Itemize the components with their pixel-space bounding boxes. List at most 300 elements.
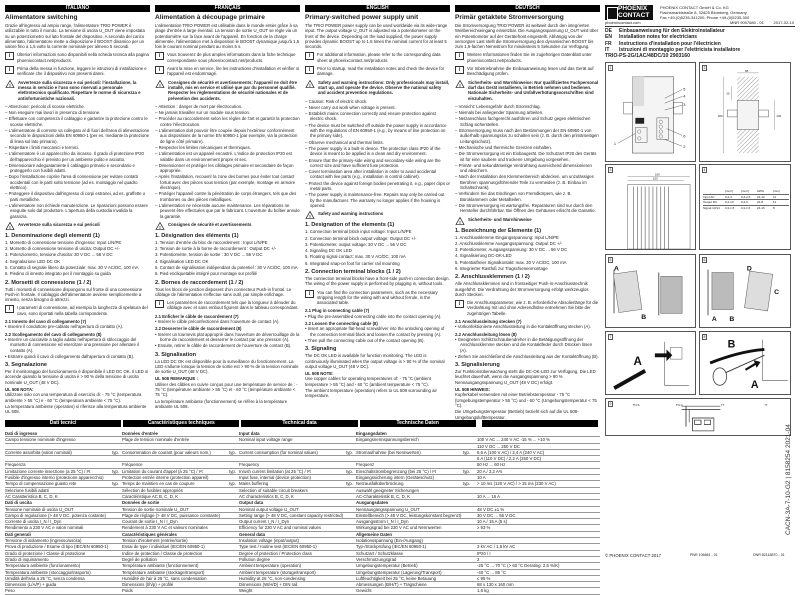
conn-row: [703, 199, 789, 205]
value-cell: [477, 488, 594, 493]
lang-code: IT: [605, 47, 610, 54]
list-item: 3. Potenziometro, tensione d'uscita: 30 V DC ... 56 V DC: [5, 252, 113, 258]
list-item: – Nach der Installation den Klemmenbereich abdecken, um unzulässiges Berühren spannungsführender Teile zu vermeiden (z. B. Einbau im Schaltschrank).: [455, 174, 594, 191]
list-item: – Vorsicht: Lebensgefahr durch Stromschlag.: [455, 103, 541, 109]
list-item: – Proteggere il dispositivo dall'ingresso di corpi estranei, ad es. graffette o parti metalliche.: [5, 191, 146, 202]
note-text: Safety and warning instructions: Only professionals may install, start up, and operate the device. Observe the national safety and accident prevention regulations.: [318, 79, 450, 96]
row-label: Degré de pollution: [122, 556, 157, 562]
conn-cell: 0,2-4: [725, 194, 732, 199]
label-cell-de: [356, 469, 473, 474]
paragraph: Tous les blocs de jonction disposent d'un connecteur Push-in frontal. Le câblage de l'alimentation s'effectue sans outil, par simple enfichage.: [155, 286, 292, 297]
label-cell-it: [5, 431, 122, 436]
row-value: -25 °C ... 70 °C (> 60 °C Derating: 2,5 %/K): [477, 563, 560, 569]
row-label: AC Caratteristica B, C, D, K: [5, 493, 58, 499]
row-label: Eingangsnennspannungsbereich: [356, 437, 419, 443]
list-item: • Vorkonfektionierte Anschlussleitung in die Kontaktöffnung stecken (A).: [455, 324, 591, 330]
label-cell-en: [239, 532, 356, 537]
row-label: AC characteristics B, C, D, K: [239, 493, 294, 499]
svg-text:A: A: [711, 316, 717, 324]
row-label: Input data: [239, 431, 260, 436]
row-label: Données d'entrée: [122, 431, 158, 436]
row-label: Dimensions (W/H/D) + DIN rail: [239, 582, 298, 588]
list-item: – Respecter les limites mécaniques et thermiques.: [155, 144, 252, 150]
svg-text:180: 180: [717, 113, 723, 118]
row-label: Nominal input voltage range: [239, 437, 293, 443]
table-column-header: Caractéristiques techniques: [123, 420, 239, 427]
value-cell: [477, 444, 594, 449]
row-value: 10 A ... 16 A: [477, 493, 500, 499]
figure-release-cable: [699, 331, 791, 395]
list-item: 6. Integrated snap-on foot for carrier rail mounting: [305, 260, 400, 266]
row-label: Fusibile d'ingresso interno (protezione apparecchio): [5, 475, 104, 481]
conn-cell: 0,2-6: [741, 200, 748, 204]
row-value: 100 V AC ... 240 V AC -15 % ... +10 %: [477, 437, 550, 443]
label-cell-en: [239, 507, 356, 512]
figure-mounting: [605, 254, 696, 328]
address-line: PHOENIX CONTACT GmbH & Co. KG: [660, 5, 729, 10]
label-cell-it: [5, 500, 122, 505]
list-item: 6. Piedino di innesto integrato per il montaggio su guida: [5, 271, 111, 277]
info-note: [455, 66, 600, 77]
info-icon: i: [5, 66, 14, 74]
row-label: Weight: [239, 588, 253, 594]
list-item: – Verhindern Sie das Eindringen von Fremdkörpern, wie z. B. Büroklammern oder Metallteilen.: [455, 191, 572, 202]
label-cell-en: [239, 494, 356, 499]
list-item: 5. Contatto di segnale libero da potenziale: max. 30 V AC/DC, 100 mA: [5, 264, 139, 270]
table-header: [5, 420, 600, 429]
row-label: Température ambiante (stockage/transport): [122, 569, 205, 575]
section-title: Alimentation à découpage primaire: [155, 14, 265, 21]
paragraph: Kupferkabel verwenden mit einer Betriebstemperatur - 75 °C (Umgebungstemperatur > 55 °C) und - 60 °C (Umgebungstemperatur < 75 °C).: [455, 392, 597, 408]
warning-triangle-icon: [305, 80, 315, 88]
section-heading: 1. Designation of the elements (1): [305, 222, 395, 229]
list-item: – L'alimentatore non richiede manutenzione. Le riparazioni possono essere eseguite solo dal produttore. L'apertura della custodia invalida la garanzia.: [5, 202, 148, 219]
footer-pnr: PNR 106861 - 01: [690, 553, 718, 557]
svg-text:A: A: [750, 379, 759, 392]
typ-marker: typ.: [463, 449, 470, 455]
value-cell: [477, 544, 594, 549]
info-icon: i: [455, 66, 464, 74]
row-label: Sélection de fusibles appropriés: [122, 487, 183, 493]
value-cell: [477, 469, 594, 474]
list-item: 3. Potentiometer, output voltage: 30 V DC ... 56 V DC: [305, 241, 407, 247]
paragraph: Use copper cables for operating temperatures of: - 75 °C (ambient temperature > 55 °C) and - 60 °C (ambient temperature < 75 °C).: [305, 376, 431, 387]
conn-header: [mm²]: [725, 189, 733, 193]
conn-cell: Output DC: [703, 200, 718, 204]
figure-number: 5: [609, 258, 612, 262]
list-item: 1. Connection terminal block input voltage: Input L/N/PE: [305, 229, 412, 235]
label-cell-fr: [122, 576, 239, 581]
row-label: Fréquence: [122, 462, 143, 468]
network-diagrams: [616, 403, 786, 433]
label-cell-en: [239, 570, 356, 575]
list-item: • Insérer le câble préconfectionné dans l'ouverture de contact (A).: [155, 319, 280, 325]
label-cell-de: [356, 462, 473, 467]
row-label: Pollution degree: [239, 556, 271, 562]
row-label: Dati di uscita: [5, 500, 32, 506]
conn-row: [703, 205, 789, 211]
list-item: 5. Contact de signalisation indépendant du potentiel : 30 V AC/DC, 100 mA: [155, 264, 298, 270]
row-label: Frequenza: [5, 462, 26, 468]
note-text: Prior to startup, read the installation notes and check the device for damage.: [317, 66, 445, 77]
row-label: Indice de protection / Classe de protection: [122, 550, 203, 556]
label-cell-fr: [122, 437, 239, 442]
network-label: TN-C: [675, 403, 683, 407]
row-label: Tempo di compensazione guasto rete: [5, 481, 77, 487]
row-label: Ambient temperature (storage/transport): [239, 569, 316, 575]
label-cell-fr: [122, 551, 239, 556]
phoenix-contact-logo: PHOENIX CONTACT: [605, 5, 653, 20]
row-value: 68 x 130 x 160 mm: [477, 582, 514, 588]
side-drawing: [606, 165, 695, 249]
note-text: Consignes de sécurité et avertissements: l'appareil ne doit être installé, mis en service et utilisé que par du personnel qualifié. Respecter les règlementations de sécurité nationales et de prévention des accidents.: [168, 79, 298, 101]
value-cell: [477, 557, 594, 562]
subsection-heading: 2.1 Anschlussleitung stecken (7): [455, 319, 522, 325]
row-label: Dati di ingresso: [5, 431, 38, 436]
conn-row: [703, 194, 789, 200]
row-value: ≤ 95 %: [477, 575, 491, 581]
value-cell: [477, 481, 594, 486]
label-cell-en: [239, 437, 356, 442]
row-label: Grado di protezione / Classe di protezione: [5, 550, 86, 556]
row-value: 30 V DC ... 56 V DC: [477, 512, 516, 518]
label-cell-de: [356, 532, 473, 537]
row-label: Limitation du courant d'appel (à 25 °C) / I²t: [122, 468, 203, 474]
row-label: Caractéristiques générales: [122, 531, 177, 537]
info-icon: i: [455, 300, 464, 308]
list-item: • Inserire un cacciavite a taglio adatto nell'apertura di sbloccaggio del morsetto di connessione ed esercitare una pressione per allentare il contatto (A).: [5, 336, 139, 353]
warning-note: [455, 80, 600, 101]
svg-text:!: !: [159, 224, 161, 230]
row-value: ≥ 93 %: [477, 525, 491, 531]
label-cell-de: [356, 431, 473, 436]
technical-data-table: [5, 420, 600, 595]
warning-triangle-icon: [305, 211, 315, 219]
conn-cell: 24-8: [757, 200, 764, 204]
row-label: Efficiency for 230 V AC and nominal values: [239, 525, 322, 531]
section-heading: 1. Bezeichnung der Elemente (1): [455, 227, 542, 234]
label-cell-fr: [122, 475, 239, 480]
row-value: 10 A / 15 A (5 s): [477, 519, 508, 525]
list-item: – Netzanschluss fachgerecht ausführen und Schutz gegen elektrischen Schlag sicherstellen.: [455, 116, 591, 127]
label-cell-de: [356, 563, 473, 568]
website-link[interactable]: phoenixcontact.com: [605, 20, 641, 25]
svg-text:160: 160: [654, 172, 660, 177]
conn-cell: 0,2-10: [725, 200, 734, 204]
list-item: – Die Stromversorgung ist ein Einbaugerät. Die Schutzart IP20 des Geräts ist für eine saubere und trockene Umgebung vorgesehen.: [455, 151, 597, 162]
label-cell-de: [356, 538, 473, 543]
lang-code: DE: [605, 28, 612, 34]
list-item: – Rispettare i limiti meccanici e termici.: [5, 144, 80, 150]
info-note: [455, 52, 600, 63]
row-label: Humidité de l'air à 25 °C, sans condensation: [122, 575, 207, 581]
info-icon: i: [5, 52, 14, 60]
value-cell: [477, 456, 594, 461]
svg-text:!: !: [309, 82, 311, 88]
conn-cell: 24-16: [757, 205, 765, 210]
label-cell-fr: [122, 456, 239, 461]
paragraph: La LED DC OK est disponible pour la surveillance du fonctionnement. La LED s'allume lorsque la tension de sortie est > 90 % de la tension nominale de sortie U_OUT (48 V DC).: [155, 358, 299, 375]
label-cell-fr: [122, 563, 239, 568]
row-label: Wirkungsgrad bei 230 V AC und Nennwerten: [356, 525, 442, 531]
label-cell-it: [5, 450, 122, 455]
paragraph: L'alimentation TRIO POWER est utilisable dans le monde entier grâce à sa plage d'entrée à large éventail. La tension de sortie U_OUT se règle via un potentiomètre sur la face avant de l'appareil. En fonction de la charge alimentée, l'alimentation met à disposition le BOOST dynamique jusqu'à 1,5 fois le courant nominal pendant au moins 5 s.: [155, 23, 300, 50]
list-item: 4. Signalisation LED DC OK: [155, 258, 209, 264]
row-label: Degree of protection / Protection class: [239, 550, 312, 556]
value-cell: [477, 538, 594, 543]
label-cell-en: [239, 450, 356, 455]
row-value: 3 kV AC / 1,5 kV AC: [477, 544, 516, 550]
paragraph: The connection terminal blocks have a front-side push-in connection design. The wiring of the power supply is performed by plugging in, without tools.: [305, 275, 450, 287]
svg-text:5: 5: [683, 86, 686, 92]
note-text: Die Anschlussparameter, wie z. B. erforderliche Abisolierlänge für die Verdrahtung mit und ohne Aderendhülse entnehmen Sie bitte der zugehörigen Tabelle.: [467, 300, 599, 316]
device-front-drawing: [606, 63, 695, 161]
svg-text:!: !: [9, 224, 11, 230]
warning-triangle-icon: [155, 80, 165, 88]
paragraph: The DC OK LED is available for function monitoring. The LED is continuously illuminated when the output voltage is > 90 % of the nominal output voltage U_OUT (48 V DC).: [305, 353, 445, 369]
row-label: Netzausfallüberbrückung: [356, 481, 404, 487]
subsection-heading: 2.1 Plug in connecting cable (7): [305, 308, 370, 314]
value-cell: [477, 475, 594, 480]
note-text: I parametri di connessione, ad esempio la lunghezza di spelatura del cavo, sono riportati nella tabella corrispondente.: [17, 305, 148, 316]
label-cell-en: [239, 582, 356, 587]
label-cell-de: [356, 525, 473, 530]
row-label: Frequency: [239, 462, 260, 468]
table-row: [5, 588, 600, 594]
row-value: 1,6 kg: [477, 588, 489, 594]
label-cell-en: [239, 475, 356, 480]
network-label: TT: [720, 403, 725, 407]
value-cell: [477, 563, 594, 568]
label-cell-it: [5, 576, 122, 581]
paragraph: Tutti i morsetti di connessione dispongono sul fronte di una connessione Push-in frontale. Il cablaggio dell'alimentatore avviene semplicemente a innesto, senza bisogno di attrezzi.: [5, 286, 143, 303]
figure-number: 2: [703, 66, 706, 70]
value-cell: [477, 525, 594, 530]
figure-connection-parameters: [699, 164, 791, 250]
row-label: Output current I_N / I_Dyn: [239, 519, 290, 525]
warning-triangle-icon: [5, 80, 15, 88]
conn-cell: Input AC: [703, 194, 715, 199]
list-item: 4. Segnalazione LED DC OK: [5, 258, 61, 264]
label-cell-it: [5, 570, 122, 575]
conn-spacer: [703, 189, 725, 194]
figure-number: 7: [609, 335, 612, 339]
typ-marker: typ.: [229, 481, 236, 487]
label-cell-en: [239, 462, 356, 467]
row-label: Inrush current limitation (at 25 °C) / I²t: [239, 468, 311, 474]
info-note: [155, 66, 300, 77]
info-icon: i: [305, 66, 314, 74]
row-label: Tension de sortie nominale U_OUT: [122, 506, 189, 512]
figure-removal: [699, 254, 791, 328]
warning-note: [305, 211, 450, 219]
row-value: 20 A / 3,2 A²s: [477, 468, 503, 474]
typ-marker: typ.: [346, 468, 353, 474]
list-item: 1. Tension d'entrée du bloc de raccordement : Input L/N/PE: [155, 239, 268, 245]
removal-drawing: [700, 255, 790, 327]
section-heading: 2. Connection terminal blocks (1 / 2): [305, 268, 401, 275]
label-cell-de: [356, 582, 473, 587]
typ-marker: typ.: [112, 468, 119, 474]
label-cell-en: [239, 544, 356, 549]
label-cell-it: [5, 469, 122, 474]
label-cell-it: [5, 456, 122, 461]
list-item: 2. Morsetto di connessione tensione di uscita: Output DC +/-: [5, 246, 120, 252]
list-item: • Inserire il conduttore pre-cablato nell'apertura di contatto (A).: [5, 324, 124, 330]
lang-text: Einbauanweisung für den Elektroinstallateur: [619, 28, 725, 34]
label-cell-fr: [122, 588, 239, 593]
conn-cell: 0,2-1,5: [741, 205, 751, 210]
list-item: – Protect the device against foreign bodies penetrating it, e.g., paper clips or metal parts.: [305, 180, 450, 192]
label-cell-fr: [122, 582, 239, 587]
column-header: FRANÇAIS: [155, 5, 300, 12]
svg-text:!: !: [459, 82, 461, 88]
row-label: Output data: [239, 500, 264, 506]
paragraph: Die Umgebungstemperatur (Betrieb) bezieht sich auf die UL 508-Umgebungslufttemperatur.: [455, 409, 579, 420]
label-cell-de: [356, 570, 473, 575]
info-note: [455, 300, 600, 316]
row-label: Dimensions (l/h/p) + profilé: [122, 582, 174, 588]
row-label: Dimensioni (L/A/P) + guida: [5, 582, 57, 588]
value-cell: [477, 437, 594, 442]
letter-A: A: [614, 265, 619, 273]
right-panel: [605, 0, 802, 567]
row-label: Eingangssicherung intern (Geräteschutz): [356, 475, 435, 481]
svg-text:2: 2: [683, 144, 686, 150]
row-value: 110 V DC ... 250 V DC: [477, 443, 520, 449]
note-text: Prima della messa in funzione, leggere le istruzioni di installazione e verificare che il dispositivo non presenti danni.: [17, 66, 147, 77]
label-cell-it: [5, 494, 122, 499]
network-label: TN-S: [632, 403, 640, 407]
network-diagram: [746, 403, 786, 433]
note-text: Avvertenze sulla sicurezza e sui pericoli: l'installazione, la messa in servizio e l'uso sono riservati a personale elettrotecnico qualificato. Rispettare le norme di sicurezza e antinfortunistiche nazionali.: [18, 79, 141, 101]
paragraph: Utilizzare solo con una temperatura di esercizio di: - 75 °C (temperatura ambiente > 55 °C) e - 60 °C (temperatura ambiente < 75 °C).: [5, 392, 142, 403]
svg-text:!: !: [309, 213, 311, 219]
section-title: Primary-switched power supply unit: [305, 14, 419, 21]
section-heading: 3. Signalisierung: [455, 362, 500, 369]
row-value: 10 A: [477, 475, 486, 481]
typ-marker: typ.: [229, 449, 236, 455]
conn-cell: 11: [773, 194, 777, 199]
label-cell-it: [5, 551, 122, 556]
value-cell: [477, 570, 594, 575]
row-value: 50 Hz ... 60 Hz: [477, 462, 506, 468]
label-cell-en: [239, 481, 356, 486]
row-label: Frequenz: [356, 462, 375, 468]
svg-text:6: 6: [683, 133, 686, 139]
note-text: Consignes de sécurité et avertissements: [168, 221, 252, 227]
row-label: Mains buffering: [239, 481, 269, 487]
paragraph: Utiliser des câbles en cuivre conçus pour une température de service de : - 75 °C (température ambiante > 55 °C) et - 60 °C (température ambiante < 75 °C).: [155, 381, 298, 398]
list-item: – Après l'installation, recouvrir la zone des bornes pour éviter tout contact fortuit avec des pièces sous tension (par exemple, montage en armoire électrique).: [155, 174, 296, 191]
svg-text:1: 1: [613, 141, 617, 147]
section-heading: 2. Morsetti di connessione (1 / 2): [5, 279, 92, 286]
list-item: • Geeigneten Schlitzschraubendreher in die Betätigungsöffnung der Anschlussklemme stecken und die Kontaktfeder durch Drücken lösen (A).: [455, 336, 593, 353]
list-item: – Dimensionare adeguatamente il cablaggio primario e secondario e proteggerlo con fusibili adatti.: [5, 162, 135, 174]
row-label: Rendimento a 230 V AC e valori nominali: [5, 525, 84, 531]
figure-device-elements: [605, 62, 696, 162]
row-label: Consommation de courant (pour valeurs nom.): [122, 449, 211, 455]
subsection-heading: UL 508 HINWEIS:: [455, 387, 491, 393]
conn-header: [mm]: [773, 189, 780, 193]
company-address: [660, 5, 749, 20]
paragraph: The TRIO POWER power supply can be used worldwide via its wide-range input. The output voltage U_OUT is adjusted via a potentiometer on the front of the device. Depending on the load supplied, the power supply provides dynamic BOOST up to 1.5 times the nominal current for at least 5 seconds.: [305, 23, 448, 50]
label-cell-fr: [122, 532, 239, 537]
row-label: Humidity at 25 °C, non-condensing: [239, 575, 306, 581]
label-cell-de: [356, 500, 473, 505]
row-label: Tension d'isolement (entrée/sortie): [122, 538, 188, 544]
list-item: 3. Potentiomètre, tension de sortie : 30 V DC ... 56 V DC: [155, 252, 263, 258]
column-header: ITALIANO: [5, 5, 150, 12]
note-text: Sicherheits- und Warnhinweise: [468, 216, 532, 222]
figure-dimensions-front: [699, 62, 791, 162]
list-item: – Caution: Risk of electric shock.: [305, 98, 368, 104]
plug-in-drawing: [606, 332, 695, 394]
figure-number: 9: [609, 402, 612, 406]
section-heading: 3. Signalisation: [155, 351, 197, 358]
warning-note: [5, 80, 150, 101]
section-heading: 2. Bornes de raccordement (1 / 2): [155, 279, 244, 286]
info-icon: i: [455, 52, 464, 60]
network-label: IT: [764, 403, 768, 407]
row-label: Corrente di uscita I_N / I_Dyn: [5, 519, 62, 525]
value-cell: [477, 519, 594, 524]
conn-cell: 11: [773, 200, 777, 204]
row-label: Dati generali: [5, 531, 31, 537]
subsection-heading: UL 508 NOTE:: [305, 371, 334, 377]
row-value: -40 °C ... 85 °C: [477, 569, 506, 575]
note-text: For additional information, please refer to the corresponding data sheet at phoenixcontact.net/products.: [317, 52, 441, 63]
label-cell-it: [5, 488, 122, 493]
label-cell-fr: [122, 488, 239, 493]
list-item: 2. Anschlussklemme Ausgangsspannung: Output DC +/-: [455, 240, 563, 246]
svg-text:!: !: [159, 82, 161, 88]
paragraph: Alle Anschlussklemmen sind in frontseitiger Push-in-Anschlusstechnik ausgeführt. Die Verdrahtung der Stromversorgung erfolgt werkzeuglos durch Stecken.: [455, 281, 589, 297]
label-cell-en: [239, 519, 356, 524]
label-cell-it: [5, 481, 122, 486]
note-text: You can find the connection parameters, such as the necessary stripping length for the wiring with and without ferrule, in the associated table.: [317, 289, 438, 306]
label-cell-de: [356, 519, 473, 524]
svg-text:68: 68: [745, 68, 749, 73]
row-label: Protection entrée interne (protection appareil): [122, 475, 209, 481]
conn-cell: 8: [773, 205, 775, 210]
label-cell-it: [5, 437, 122, 442]
label-cell-en: [239, 500, 356, 505]
row-label: Nennausgangsspannung U_OUT: [356, 506, 420, 512]
label-cell-it: [5, 513, 122, 518]
label-cell-fr: [122, 494, 239, 499]
value-cell: [477, 513, 594, 518]
section-heading: 1. Denominazione degli elementi (1): [5, 232, 100, 239]
row-label: Einstellbereich (> 48 V DC, leistungskonstant begrenzt): [356, 512, 462, 518]
table-column-header: Technical data: [241, 420, 357, 427]
side-document-code: CACN-3A-7-10-G2 | 8158254 2021-04: [785, 424, 792, 535]
list-item: 4. Signaling DC OK LED: [305, 248, 352, 254]
row-label: Temps de maintien en cas de coupure: [122, 481, 195, 487]
row-label: Campo tensione nominale d'ingresso: [5, 437, 76, 443]
label-cell-de: [356, 513, 473, 518]
note-text: Ulteriori informazioni sono disponibili nella scheda tecnica alla pagina phoenixcontact.net/products.: [17, 52, 149, 63]
list-item: – L'alimentatore è un apparecchio da incasso. Il grado di protezione IP20 dell'apparecchio è previsto per un ambiente pulito e asciutto.: [5, 151, 144, 162]
column-header: DEUTSCH: [455, 5, 600, 12]
row-label: Umidità dell'aria a 25 °C, senza condensa: [5, 575, 85, 581]
list-item: 5. Floating signal contact: max. 30 V AC/DC, 100 mA: [305, 254, 406, 260]
conn-cell: 0,2-1,5: [725, 205, 735, 210]
figure-plug-in-cable: [605, 331, 696, 395]
list-item: – Die Stromversorgung ist wartungsfrei. Reparaturen sind nur durch den Hersteller durchführbar. Bei Öffnen des Gehäuses erlischt die Garantie.: [455, 202, 596, 214]
label-cell-fr: [122, 557, 239, 562]
info-icon: i: [155, 52, 164, 60]
